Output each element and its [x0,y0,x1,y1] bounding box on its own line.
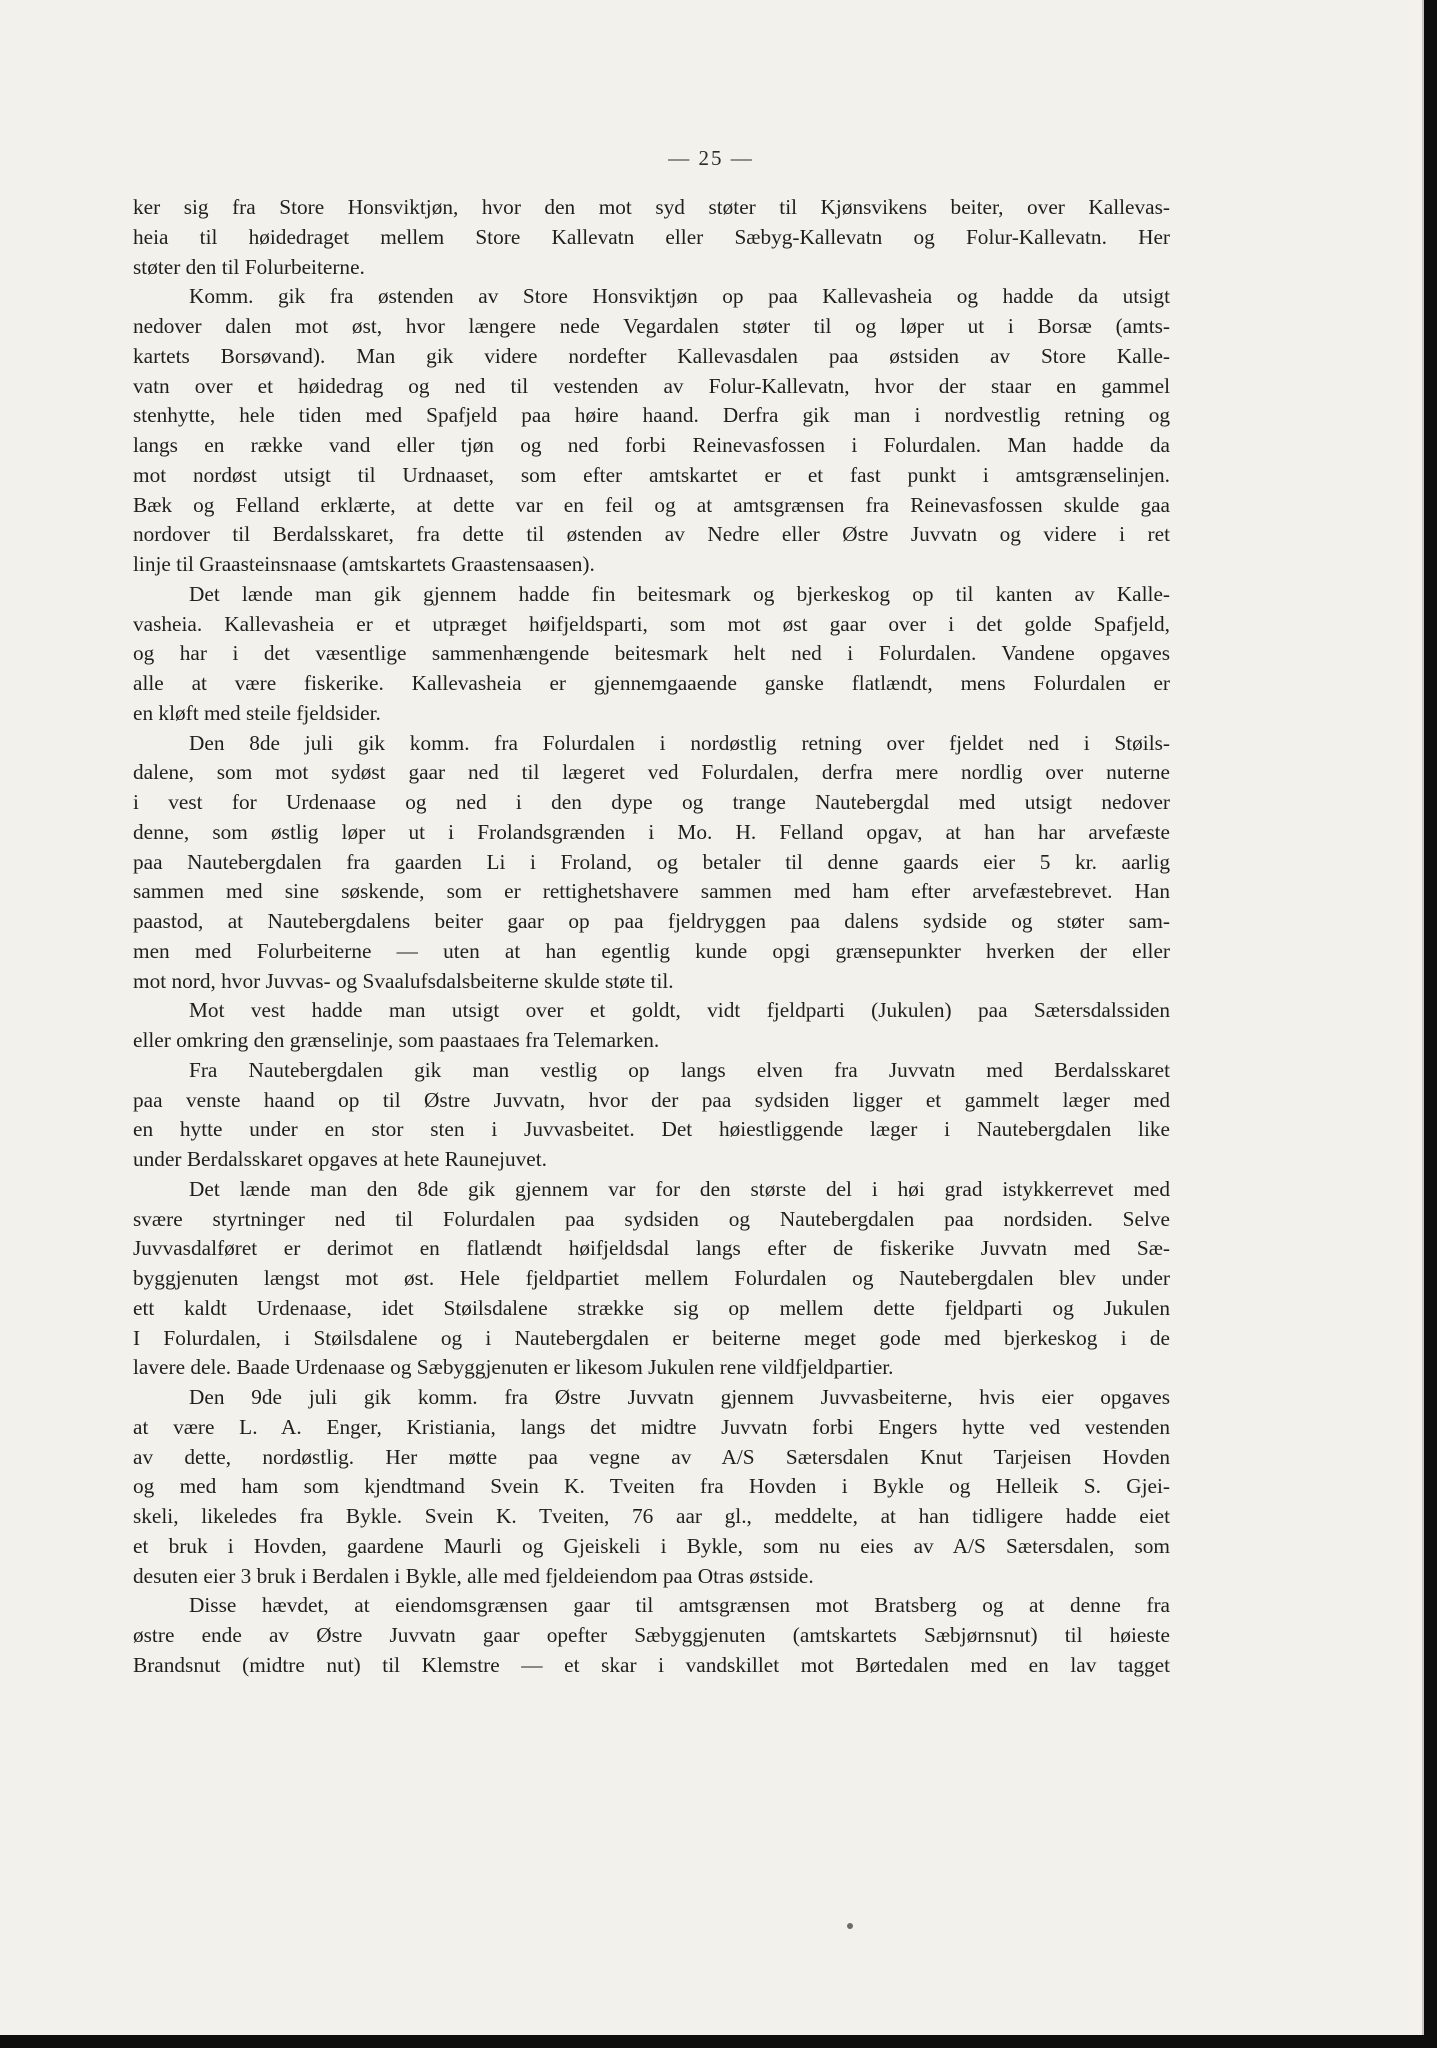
text-line: mot nordøst utsigt til Urdnaaset, som efter amtskartet er et fast punkt i amtsgrænselinjen. [133,462,1170,487]
text-line: men med Folurbeiterne — uten at han egentlig kunde opgi grænsepunkter hverken der eller [133,938,1170,963]
text-line: Brandsnut (midtre nut) til Klemstre — et skar i vandskillet mot Børtedalen med en lav tagget [133,1652,1170,1677]
text-line: en hytte under en stor sten i Juvvasbeitet. Det høiestliggende læger i Nautebergdalen like [133,1117,1170,1142]
text-line: nordover til Berdalsskaret, fra dette til østenden av Nedre eller Østre Juvvatn og videre i ret [133,522,1170,547]
text-line: Den 9de juli gik komm. fra Østre Juvvatn gjennem Juvvasbeiterne, hvis eier opgaves [189,1385,1170,1409]
text-line: ker sig fra Store Honsviktjøn, hvor den mot syd støter til Kjønsvikens beiter, over Kallevas- [133,195,1170,219]
text-line: kartets Borsøvand). Man gik videre nordefter Kallevasdalen paa østsiden av Store Kalle- [133,343,1170,368]
text-line: Komm. gik fra østenden av Store Honsviktjøn op paa Kallevasheia og hadde da utsigt [189,284,1170,309]
body-text [133,193,1170,1681]
text-line: av dette, nordøstlig. Her møtte paa vegne av A/S Sætersdalen Knut Tarjeisen Hovden [133,1444,1170,1469]
text-line: eller omkring den grænselinje, som paastaaes fra Telemarken. [133,1028,660,1052]
text-line: Juvvasdalføret er derimot en flatlændt høifjeldsdal langs efter de fiskerike Juvvatn med Sæ- [133,1236,1170,1261]
text-line: paastod, at Nautebergdalens beiter gaar op paa fjeldryggen paa dalens sydside og støter sam- [133,909,1170,933]
text-line: vasheia. Kallevasheia er et utpræget høifjeldsparti, som mot øst gaar over i det golde Spafjeld, [133,611,1170,636]
text-line: Den 8de juli gik komm. fra Folurdalen i nordøstlig retning over fjeldet ned i Støils- [189,730,1170,755]
text-line: og har i det væsentlige sammenhængende beitesmark helt ned i Folurdalen. Vandene opgaves [133,641,1170,666]
text-line: nedover dalen mot øst, hvor længere nede Vegardalen støter til og løper ut i Borsæ (amts- [133,314,1170,338]
text-line: svære styrtninger ned til Folurdalen paa sydsiden og Nautebergdalen paa nordsiden. Selve [133,1206,1170,1231]
text-line: i vest for Urdenaase og ned i den dype og trange Nautebergdal med utsigt nedover [133,790,1170,814]
text-line: lavere dele. Baade Urdenaase og Sæbyggjenuten er likesom Jukulen rene vildfjeldpartier. [133,1355,894,1380]
text-line: mot nord, hvor Juvvas- og Svaalufsdalsbeiterne skulde støte til. [133,968,674,993]
text-line: alle at være fiskerike. Kallevasheia er gjennemgaaende ganske flatlændt, mens Folurdalen er [133,671,1170,695]
text-line: Det lænde man gik gjennem hadde fin beitesmark og bjerkeskog op til kanten av Kalle- [189,581,1170,606]
text-line: dalene, som mot sydøst gaar ned til lægeret ved Folurdalen, derfra mere nordlig over nuterne [133,760,1170,785]
text-line: at være L. A. Enger, Kristiania, langs det midtre Juvvatn forbi Engers hytte ved vestenden [133,1414,1170,1439]
text-line: støter den til Folurbeiterne. [133,254,365,279]
text-line: under Berdalsskaret opgaves at hete Raunejuvet. [133,1147,547,1171]
text-line: vatn over et høidedrag og ned til vestenden av Folur-Kallevatn, hvor der staar en gammel [133,373,1170,398]
text-line: ett kaldt Urdenaase, idet Støilsdalene strække sig op mellem dette fjeldparti og Jukulen [133,1295,1170,1320]
text-line: et bruk i Hovden, gaardene Maurli og Gjeiskeli i Bykle, som nu eies av A/S Sætersdalen, som [133,1533,1170,1558]
text-line: desuten eier 3 bruk i Berdalen i Bykle, alle med fjeldeiendom paa Otras østside. [133,1563,814,1588]
ink-speck [847,1923,853,1929]
text-line: skeli, likeledes fra Bykle. Svein K. Tveiten, 76 aar gl., meddelte, at han tidligere hadde eiet [133,1504,1170,1528]
text-line: Mot vest hadde man utsigt over et goldt, vidt fjeldparti (Jukulen) paa Sætersdalssiden [189,998,1170,1023]
text-line: Bæk og Felland erklærte, at dette var en feil og at amtsgrænsen fra Reinevasfossen skulde gaa [133,492,1170,517]
text-line: linje til Graasteinsnaase (amtskartets Graastensaasen). [133,552,595,576]
text-line: paa venste haand op til Østre Juvvatn, hvor der paa sydsiden ligger et gammelt læger med [133,1087,1170,1112]
text-line: denne, som østlig løper ut i Frolandsgrænden i Mo. H. Felland opgav, at han har arvefæste [133,819,1170,844]
text-line: Disse hævdet, at eiendomsgrænsen gaar til amtsgrænsen mot Bratsberg og at denne fra [189,1593,1170,1618]
text-line: en kløft med steile fjeldsider. [133,700,381,725]
page-number: — 25 — [668,146,754,170]
text-line: stenhytte, hele tiden med Spafjeld paa høire haand. Derfra gik man i nordvestlig retning og [133,403,1170,428]
text-line: østre ende av Østre Juvvatn gaar opefter Sæbyggjenuten (amtskartets Sæbjørnsnut) til høieste [133,1623,1170,1647]
text-line: paa Nautebergdalen fra gaarden Li i Froland, og betaler til denne gaards eier 5 kr. aarlig [133,849,1170,874]
text-line: I Folurdalen, i Støilsdalene og i Nautebergdalen er beiterne meget gode med bjerkeskog i de [133,1325,1170,1350]
text-line: Fra Nautebergdalen gik man vestlig op langs elven fra Juvvatn med Berdalsskaret [189,1057,1170,1082]
text-line: byggjenuten længst mot øst. Hele fjeldpartiet mellem Folurdalen og Nautebergdalen blev under [133,1266,1170,1290]
text-line: og med ham som kjendtmand Svein K. Tveiten fra Hovden i Bykle og Helleik S. Gjei- [133,1474,1170,1499]
text-line: langs en række vand eller tjøn og ned forbi Reinevasfossen i Folurdalen. Man hadde da [133,433,1170,457]
text-line: Det lænde man den 8de gik gjennem var for den største del i høi grad istykkerrevet med [189,1176,1170,1201]
text-line: sammen med sine søskende, som er rettighetshavere sammen med ham efter arvefæstebrevet. Han [133,879,1170,904]
text-line: heia til høidedraget mellem Store Kallevatn eller Sæbyg-Kallevatn og Folur-Kallevatn. Her [133,224,1170,249]
